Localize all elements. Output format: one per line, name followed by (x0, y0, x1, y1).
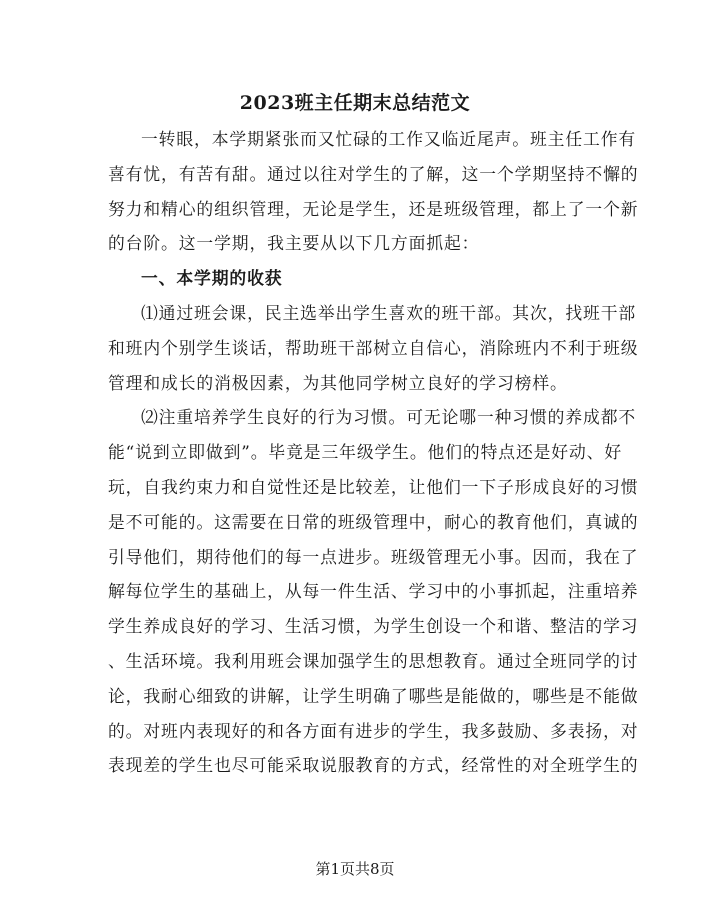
document-body (108, 122, 639, 783)
paragraph-line: 和班内个别学生谈话，帮助班干部树立自信心，消除班内不利于班级 (108, 337, 639, 358)
paragraph-line: 一转眼，本学期紧张而又忙碌的工作又临近尾声。班主任工作有 (141, 129, 637, 149)
paragraph-line: 玩，自我约束力和自觉性还是比较差，让他们一下子形成良好的习惯 (108, 476, 639, 497)
paragraph-line: 喜有忧，有苦有甜。通过以往对学生的了解，这一个学期坚持不懈的 (108, 163, 639, 184)
paragraph-line: 能“说到立即做到”。毕竟是三年级学生。他们的特点还是好动、好 (108, 442, 623, 463)
paragraph-line: 论，我耐心细致的讲解，让学生明确了哪些是能做的，哪些是不能做 (108, 685, 639, 706)
paragraph-line: 、生活环境。我利用班会课加强学生的思想教育。通过全班同学的讨 (108, 650, 639, 671)
paragraph-line: 努力和精心的组织管理，无论是学生，还是班级管理，都上了一个新 (108, 198, 639, 219)
paragraph-line: 解每位学生的基础上，从每一件生活、学习中的小事抓起，注重培养 (108, 581, 639, 602)
section-heading: 一、本学期的收获 (141, 268, 283, 289)
paragraph-line: 是不可能的。这需要在日常的班级管理中，耐心的教育他们，真诚的 (108, 511, 639, 532)
document-title: 2023班主任期末总结范文 (239, 92, 471, 114)
paragraph-line: 学生养成良好的学习、生活习惯，为学生创设一个和谐、整洁的学习 (108, 616, 639, 637)
paragraph-line: 管理和成长的消极因素，为其他同学树立良好的学习榜样。 (108, 372, 568, 393)
paragraph-line: 的。对班内表现好的和各方面有进步的学生，我多鼓励、多表扬，对 (108, 720, 639, 741)
paragraph-line: ⑵注重培养学生良好的行为习惯。可无论哪一种习惯的养成都不 (141, 407, 637, 428)
paragraph-line: 的台阶。这一学期，我主要从以下几方面抓起： (108, 233, 480, 254)
paragraph-line: ⑴通过班会课，民主选举出学生喜欢的班干部。其次，找班干部 (141, 302, 637, 323)
paragraph-line: 引导他们，期待他们的每一点进步。班级管理无小事。因而，我在了 (108, 546, 639, 567)
page-number: 第1页共8页 (315, 860, 395, 878)
paragraph-line: 表现差的学生也尽可能采取说服教育的方式，经常性的对全班学生的 (108, 755, 639, 776)
